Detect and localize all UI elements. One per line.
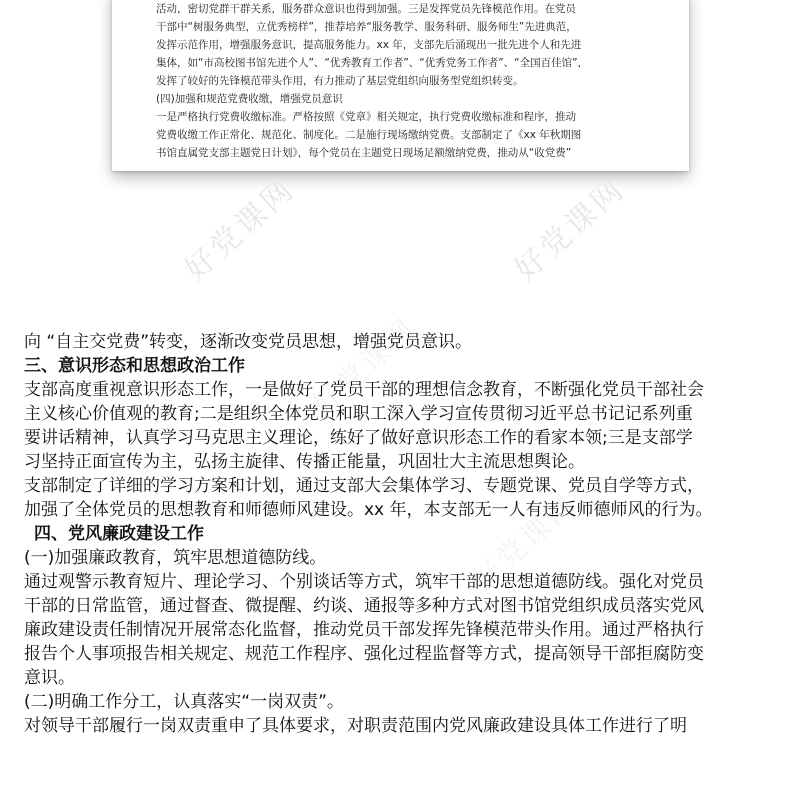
watermark: 好党课网 bbox=[306, 311, 424, 422]
subsection-heading: (二)明确工作分工，认真落实“一岗双责”。 bbox=[24, 692, 344, 712]
document-preview-card bbox=[112, 0, 689, 171]
body-line: 干部的日常监管，通过督查、微提醒、约谈、通报等多种方式对图书馆党组织成员落实党风 bbox=[24, 596, 704, 616]
preview-line: (四)加强和规范党费收缴，增强党员意识 bbox=[156, 93, 343, 105]
preview-line: 书馆直属党支部主题党日计划》，每个党员在主题党日现场足额缴纳党费，推动从“收党费” bbox=[156, 147, 572, 159]
body-line: 加强了全体党员的思想教育和师德师风建设。xx 年，本支部无一人有违反师德师风的行为。 bbox=[24, 500, 713, 520]
watermark: 好党课网 bbox=[508, 171, 633, 289]
body-line: 主义核心价值观的教育;二是组织全体党员和职工深入学习宣传贯彻习近平总书记记系列重 bbox=[24, 404, 693, 424]
body-line: 通过观警示教育短片、理论学习、个别谈话等方式，筑牢干部的思想道德防线。强化对党员 bbox=[24, 572, 704, 592]
body-line: 支部高度重视意识形态工作，一是做好了党员干部的理想信念教育，不断强化党员干部社会 bbox=[24, 380, 704, 400]
preview-line: 干部中“树服务典型，立优秀榜样”，推荐培养“服务教学、服务科研、服务师生”先进典范， bbox=[156, 21, 577, 33]
body-line: 意识。 bbox=[24, 668, 75, 688]
preview-line: 集体，如“市高校图书馆先进个人”、“优秀教育工作者”、“优秀党务工作者”、“全国百佳馆”， bbox=[156, 57, 589, 69]
document-preview-text bbox=[156, 0, 666, 162]
body-line: 向 “自主交党费”转变，逐渐改变党员思想，增强党员意识。 bbox=[24, 332, 473, 352]
document-body bbox=[24, 330, 784, 738]
body-line: 习坚持正面宣传为主，弘扬主旋律、传播正能量，巩固壮大主流思想舆论。 bbox=[24, 452, 585, 472]
section-heading: 四、党风廉政建设工作 bbox=[34, 524, 204, 544]
preview-area bbox=[0, 0, 800, 300]
preview-line: 活动，密切党群干群关系，服务群众意识也得到加强。三是发挥党员先锋模范作用。在党员 bbox=[156, 3, 576, 15]
subsection-heading: (一)加强廉政教育，筑牢思想道德防线。 bbox=[24, 548, 327, 568]
preview-line: 一是严格执行党费收缴标准。严格按照《党章》相关规定，执行党费收缴标准和程序，推动 bbox=[156, 111, 576, 123]
body-line: 报告个人事项报告相关规定、规范工作程序、强化过程监督等方式，提高领导干部拒腐防变 bbox=[24, 644, 704, 664]
section-heading: 三、意识形态和思想政治工作 bbox=[24, 356, 245, 376]
watermark: 好党课网 bbox=[178, 171, 303, 289]
body-line: 支部制定了详细的学习方案和计划，通过支部大会集体学习、专题党课、党员自学等方式， bbox=[24, 476, 704, 496]
body-line: 廉政建设责任制情况开展常态化监督，推动党员干部发挥先锋模范带头作用。通过严格执行 bbox=[24, 620, 704, 640]
preview-line: 党费收缴工作正常化、规范化、制度化。二是施行现场缴纳党费。支部制定了《xx 年秋期图 bbox=[156, 129, 582, 141]
body-line: 要讲话精神，认真学习马克思主义理论，练好了做好意识形态工作的看家本领;三是支部学 bbox=[24, 428, 693, 448]
body-line: 对领导干部履行一岗双责重申了具体要求，对职责范围内党风廉政建设具体工作进行了明 bbox=[24, 716, 687, 736]
watermark: 好党课网 bbox=[466, 486, 584, 597]
preview-line: 发挥了较好的先锋模范带头作用，有力推动了基层党组织向服务型党组织转变。 bbox=[156, 75, 524, 87]
preview-line: 发挥示范作用，增强服务意识，提高服务能力。xx 年，支部先后涌现出一批先进个人和先进 bbox=[156, 39, 582, 51]
